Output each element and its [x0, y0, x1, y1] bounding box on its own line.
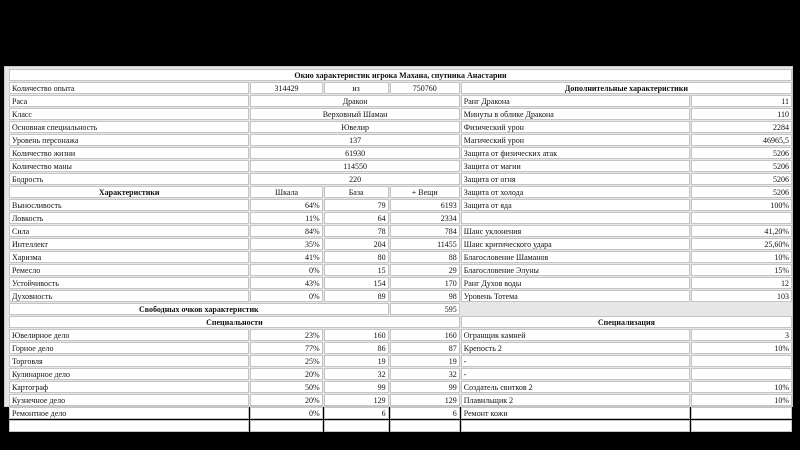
specialty-label: Горное дело — [9, 342, 249, 354]
info-value: Ювелир — [250, 121, 459, 133]
stat-row — [9, 290, 792, 302]
info-label: Класс — [9, 108, 249, 120]
specialty-scale: 50% — [250, 381, 322, 393]
experience-max: 750760 — [390, 82, 460, 94]
specialty-items: 6 — [390, 407, 460, 419]
info-row — [9, 95, 792, 107]
stat-base: 79 — [324, 199, 389, 211]
specialization-value: 3 — [691, 329, 792, 341]
character-stats-table — [8, 68, 793, 433]
stat-scale: 0% — [250, 264, 322, 276]
extra-stat-value: 11 — [691, 95, 792, 107]
specialty-label: Кулинарное дело — [9, 368, 249, 380]
info-label: Количество маны — [9, 160, 249, 172]
stat-scale: 43% — [250, 277, 322, 289]
extra-stat-value: 5206 — [691, 160, 792, 172]
specialty-base: 32 — [324, 368, 389, 380]
specialty-items: 32 — [390, 368, 460, 380]
specialty-base: 160 — [324, 329, 389, 341]
info-row — [9, 134, 792, 146]
stat-items: 29 — [390, 264, 460, 276]
extra-stat-value — [691, 212, 792, 224]
experience-current: 314429 — [250, 82, 322, 94]
stat-row — [9, 238, 792, 250]
specialization-value: 10% — [691, 394, 792, 406]
info-label: Уровень персонажа — [9, 134, 249, 146]
specialization-value — [691, 355, 792, 367]
specialty-base: 129 — [324, 394, 389, 406]
info-value: Дракон — [250, 95, 459, 107]
stat-row — [9, 264, 792, 276]
info-row — [9, 147, 792, 159]
specialty-base: 99 — [324, 381, 389, 393]
specialty-label: Картограф — [9, 381, 249, 393]
stat-items: 784 — [390, 225, 460, 237]
specialty-row — [9, 342, 792, 354]
specialty-label: Кузнечное дело — [9, 394, 249, 406]
stat-label: Ремесло — [9, 264, 249, 276]
stat-items: 11455 — [390, 238, 460, 250]
info-row — [9, 160, 792, 172]
info-value: 220 — [250, 173, 459, 185]
specialty-label: Ювелирное дело — [9, 329, 249, 341]
stat-items: 6193 — [390, 199, 460, 211]
empty-cell — [9, 420, 249, 432]
spacer-cell — [461, 303, 792, 315]
info-label: Раса — [9, 95, 249, 107]
specialty-scale: 25% — [250, 355, 322, 367]
extra-stat-label: Уровень Тотема — [461, 290, 690, 302]
empty-cell — [461, 420, 690, 432]
specialization-value: 10% — [691, 381, 792, 393]
empty-cell — [691, 420, 792, 432]
extra-stat-label: Благословение Элуны — [461, 264, 690, 276]
specialty-row — [9, 394, 792, 406]
specialization-label: Крепость 2 — [461, 342, 690, 354]
extra-stat-value: 25,60% — [691, 238, 792, 250]
stat-base: 89 — [324, 290, 389, 302]
info-value: 61930 — [250, 147, 459, 159]
extra-stat-label: Ранг Духов воды — [461, 277, 690, 289]
specialty-items: 129 — [390, 394, 460, 406]
extra-stat-value: 12 — [691, 277, 792, 289]
extra-stat-label: Ранг Дракона — [461, 95, 690, 107]
stat-items: 88 — [390, 251, 460, 263]
stat-row — [9, 199, 792, 211]
specialty-row — [9, 407, 792, 419]
stats-col-items: + Вещи — [390, 186, 460, 198]
extra-stat-value: 110 — [691, 108, 792, 120]
stat-scale: 84% — [250, 225, 322, 237]
specialty-label: Ремонтное дело — [9, 407, 249, 419]
extra-stat-value: 46965,5 — [691, 134, 792, 146]
stats-col-base: База — [324, 186, 389, 198]
specialty-items: 19 — [390, 355, 460, 367]
specialty-items: 99 — [390, 381, 460, 393]
specialty-items: 160 — [390, 329, 460, 341]
free-points-value: 595 — [390, 303, 460, 315]
stat-items: 170 — [390, 277, 460, 289]
info-row — [9, 108, 792, 120]
stat-label: Сила — [9, 225, 249, 237]
stat-items: 2334 — [390, 212, 460, 224]
specialization-label: Создатель свитков 2 — [461, 381, 690, 393]
extra-stat-value: 5206 — [691, 147, 792, 159]
extra-stat-label: Минуты в облике Дракона — [461, 108, 690, 120]
experience-row — [9, 82, 792, 94]
extra-stat-label: Физический урон — [461, 121, 690, 133]
specialty-scale: 0% — [250, 407, 322, 419]
specialty-row — [9, 368, 792, 380]
stat-base: 154 — [324, 277, 389, 289]
extra-stat-label: Защита от физических атак — [461, 147, 690, 159]
stat-scale: 0% — [250, 290, 322, 302]
info-label: Бодрость — [9, 173, 249, 185]
experience-of: из — [324, 82, 389, 94]
stat-scale: 64% — [250, 199, 322, 211]
empty-cell — [324, 420, 389, 432]
specialization-title: Специализация — [461, 316, 792, 328]
stat-base: 15 — [324, 264, 389, 276]
stat-row — [9, 225, 792, 237]
stat-row — [9, 212, 792, 224]
specialties-title: Специальности — [9, 316, 460, 328]
extra-stat-label: Защита от яда — [461, 199, 690, 211]
specialty-scale: 23% — [250, 329, 322, 341]
specialization-label: - — [461, 368, 690, 380]
extra-stat-label: Шанс критического удара — [461, 238, 690, 250]
extra-stat-label: Защита от холода — [461, 186, 690, 198]
stats-header-row — [9, 186, 792, 198]
stat-label: Устойчивость — [9, 277, 249, 289]
stat-label: Харизма — [9, 251, 249, 263]
specialization-label: Ремонт кожи — [461, 407, 690, 419]
stat-row — [9, 277, 792, 289]
specialty-row — [9, 381, 792, 393]
stat-base: 78 — [324, 225, 389, 237]
info-value: Верховный Шаман — [250, 108, 459, 120]
stats-title: Характеристики — [9, 186, 249, 198]
extra-stat-value: 2284 — [691, 121, 792, 133]
specialization-label: Плавильщик 2 — [461, 394, 690, 406]
specialty-base: 6 — [324, 407, 389, 419]
empty-cell — [250, 420, 322, 432]
specialty-scale: 20% — [250, 368, 322, 380]
specialization-label: Огранщик камней — [461, 329, 690, 341]
stat-scale: 41% — [250, 251, 322, 263]
experience-label: Количество опыта — [9, 82, 249, 94]
stat-label: Ловкость — [9, 212, 249, 224]
extra-stat-value: 100% — [691, 199, 792, 211]
info-row — [9, 121, 792, 133]
info-value: 114550 — [250, 160, 459, 172]
stat-label: Интеллект — [9, 238, 249, 250]
extra-stat-value: 5206 — [691, 173, 792, 185]
stats-col-scale: Шкала — [250, 186, 322, 198]
extra-stat-value: 10% — [691, 251, 792, 263]
specialty-base: 86 — [324, 342, 389, 354]
section-titles-row — [9, 316, 792, 328]
info-label: Количество жизни — [9, 147, 249, 159]
stat-label: Выносливость — [9, 199, 249, 211]
extra-stat-label: Магический урон — [461, 134, 690, 146]
extra-stat-label: Шанс уклонения — [461, 225, 690, 237]
specialty-scale: 77% — [250, 342, 322, 354]
stat-scale: 11% — [250, 212, 322, 224]
specialization-label: - — [461, 355, 690, 367]
extra-stat-value: 41,20% — [691, 225, 792, 237]
stat-row — [9, 251, 792, 263]
info-value: 137 — [250, 134, 459, 146]
specialization-value: 10% — [691, 342, 792, 354]
extra-stats-title: Дополнительные характеристики — [461, 82, 792, 94]
extra-stat-label: Защита от магии — [461, 160, 690, 172]
specialization-value — [691, 407, 792, 419]
free-points-label: Свободных очков характеристик — [9, 303, 389, 315]
info-label: Основная специальность — [9, 121, 249, 133]
specialty-base: 19 — [324, 355, 389, 367]
specialty-row — [9, 355, 792, 367]
extra-stat-value: 15% — [691, 264, 792, 276]
extra-stat-label: Защита от огня — [461, 173, 690, 185]
extra-stat-label — [461, 212, 690, 224]
stat-base: 80 — [324, 251, 389, 263]
specialty-scale: 20% — [250, 394, 322, 406]
empty-row — [9, 420, 792, 432]
stat-base: 204 — [324, 238, 389, 250]
info-row — [9, 173, 792, 185]
extra-stat-label: Благословение Шаманов — [461, 251, 690, 263]
stat-items: 98 — [390, 290, 460, 302]
stat-label: Духовность — [9, 290, 249, 302]
extra-stat-value: 5206 — [691, 186, 792, 198]
stat-base: 64 — [324, 212, 389, 224]
extra-stat-value: 103 — [691, 290, 792, 302]
specialty-items: 87 — [390, 342, 460, 354]
specialty-row — [9, 329, 792, 341]
empty-cell — [390, 420, 460, 432]
specialty-label: Торговля — [9, 355, 249, 367]
stat-scale: 35% — [250, 238, 322, 250]
window-title: Окно характеристик игрока Махана, спутника Анастарии — [9, 69, 792, 81]
free-points-row — [9, 303, 792, 315]
specialization-value — [691, 368, 792, 380]
